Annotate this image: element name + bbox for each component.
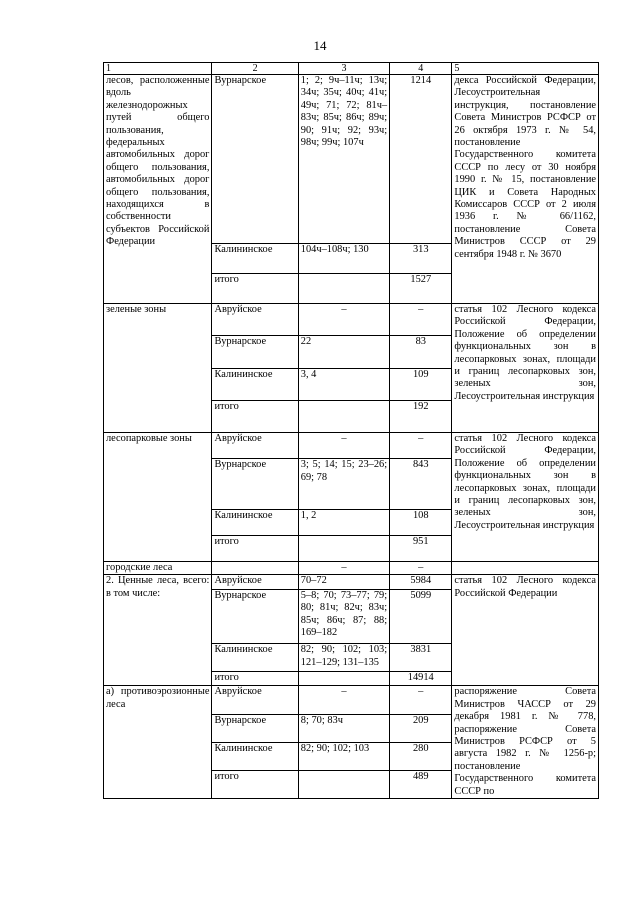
forestry-cell: итого — [212, 770, 298, 798]
table-header-row — [104, 63, 599, 75]
forestry-cell: итого — [212, 671, 298, 685]
quarters-cell: – — [298, 304, 389, 336]
quarters-cell: – — [298, 562, 389, 575]
quarters-cell: 5–8; 70; 73–77; 79; 80; 81ч; 82ч; 83ч; 85ч; 86ч; 87; 88; 169–182 — [298, 589, 389, 643]
area-cell: 843 — [390, 459, 452, 509]
category-cell: зеленые зоны — [104, 304, 212, 433]
forestry-cell: Калининское — [212, 644, 298, 672]
forestry-cell: Авруйское — [212, 433, 298, 459]
forestry-cell: Калининское — [212, 243, 298, 273]
forestry-cell: Вурнарское — [212, 336, 298, 368]
table-row — [104, 686, 599, 714]
area-cell: 192 — [390, 400, 452, 432]
area-cell: 313 — [390, 243, 452, 273]
forest-table — [103, 62, 599, 799]
legal-basis-cell: статья 102 Лесного кодекса Российской Федерации, Положение об определении функциональных зон в лесопарковых зонах, площади и границ лесопарковых зон, зеленых зон, Лесоустроительная инструкция — [452, 433, 599, 562]
forestry-cell: Калининское — [212, 509, 298, 535]
area-cell: 280 — [390, 742, 452, 770]
quarters-cell: 82; 90; 102; 103 — [298, 742, 389, 770]
forestry-cell: Вурнарское — [212, 589, 298, 643]
column-header: 1 — [104, 63, 212, 75]
area-cell: 1527 — [390, 273, 452, 303]
area-cell: – — [390, 304, 452, 336]
quarters-cell: 8; 70; 83ч — [298, 714, 389, 742]
area-cell: – — [390, 562, 452, 575]
column-header: 4 — [390, 63, 452, 75]
category-cell: а) противоэрозионные леса — [104, 686, 212, 799]
quarters-cell: – — [298, 686, 389, 714]
quarters-cell: 70–72 — [298, 575, 389, 589]
legal-basis-cell: статья 102 Лесного кодекса Российской Федерации — [452, 575, 599, 686]
forestry-cell — [212, 562, 298, 575]
area-cell: 209 — [390, 714, 452, 742]
area-cell: 109 — [390, 368, 452, 400]
category-cell: 2. Ценные леса, всего: в том числе: — [104, 575, 212, 686]
category-cell: лесов, расположенные вдоль железнодорожных путей общего пользования, федеральных автомобильных дорог общего пользования, автомобильных дорог общего пользования, находящихся в собственности субъектов Российской Федерации — [104, 75, 212, 304]
quarters-cell: 104ч–108ч; 130 — [298, 243, 389, 273]
quarters-cell: 1, 2 — [298, 509, 389, 535]
page-number: 14 — [313, 38, 327, 53]
category-cell: лесопарковые зоны — [104, 433, 212, 562]
legal-basis-cell: статья 102 Лесного кодекса Российской Федерации, Положение об определении функциональных зон в лесопарковых зонах, площади и границ лесопарковых зон, зеленых зон, Лесоустроительная инструкция — [452, 304, 599, 433]
forestry-cell: Вурнарское — [212, 714, 298, 742]
area-cell: 5984 — [390, 575, 452, 589]
table-row — [104, 562, 599, 575]
category-cell: городские леса — [104, 562, 212, 575]
table-row — [104, 575, 599, 589]
forestry-cell: Вурнарское — [212, 75, 298, 244]
quarters-cell: 3, 4 — [298, 368, 389, 400]
quarters-cell: 3; 5; 14; 15; 23–26; 69; 78 — [298, 459, 389, 509]
area-cell: 83 — [390, 336, 452, 368]
column-header: 5 — [452, 63, 599, 75]
quarters-cell — [298, 770, 389, 798]
area-cell: – — [390, 686, 452, 714]
legal-basis-cell — [452, 562, 599, 575]
table-body — [104, 75, 599, 799]
table-row — [104, 75, 599, 244]
area-cell: 14914 — [390, 671, 452, 685]
area-cell: 108 — [390, 509, 452, 535]
quarters-cell: 22 — [298, 336, 389, 368]
table-row — [104, 433, 599, 459]
quarters-cell: 82; 90; 102; 103; 121–129; 131–135 — [298, 644, 389, 672]
quarters-cell: 1; 2; 9ч–11ч; 13ч; 34ч; 35ч; 40ч; 41ч; 49ч; 71; 72; 81ч–83ч; 85ч; 86ч; 89ч; 90; 91ч; 92; 93ч; 98ч; 99ч; 107ч — [298, 75, 389, 244]
forestry-cell: Авруйское — [212, 686, 298, 714]
quarters-cell — [298, 400, 389, 432]
quarters-cell — [298, 535, 389, 561]
forestry-cell: Калининское — [212, 368, 298, 400]
area-cell: – — [390, 433, 452, 459]
forestry-cell: итого — [212, 535, 298, 561]
forestry-cell: Вурнарское — [212, 459, 298, 509]
forestry-cell: итого — [212, 400, 298, 432]
legal-basis-cell: распоряжение Совета Министров ЧАССР от 29 декабря 1981 г. № 778, распоряжение Совета Министров РСФСР от 5 августа 1982 г. № 1256-р; постановление Государственного комитета СССР по — [452, 686, 599, 799]
forestry-cell: итого — [212, 273, 298, 303]
area-cell: 3831 — [390, 644, 452, 672]
column-header: 3 — [298, 63, 389, 75]
area-cell: 1214 — [390, 75, 452, 244]
quarters-cell — [298, 671, 389, 685]
table-row — [104, 304, 599, 336]
forestry-cell: Калининское — [212, 742, 298, 770]
forestry-cell: Авруйское — [212, 304, 298, 336]
area-cell: 5099 — [390, 589, 452, 643]
column-header: 2 — [212, 63, 298, 75]
forestry-cell: Авруйское — [212, 575, 298, 589]
quarters-cell — [298, 273, 389, 303]
quarters-cell: – — [298, 433, 389, 459]
legal-basis-cell: декса Российской Федерации, Лесоустроительная инструкция, постановление Совета Министров РСФСР от 26 октября 1973 г. № 54, постановление Государственного комитета СССР по лесу от 30 ноября 1990 г. № 15, постановление ЦИК и Совета Народных Комиссаров СССР от 2 июля 1936 г. № 66/1162, постановление Совета Министров СССР от 29 сентября 1948 г. № 3670 — [452, 75, 599, 304]
area-cell: 951 — [390, 535, 452, 561]
area-cell: 489 — [390, 770, 452, 798]
